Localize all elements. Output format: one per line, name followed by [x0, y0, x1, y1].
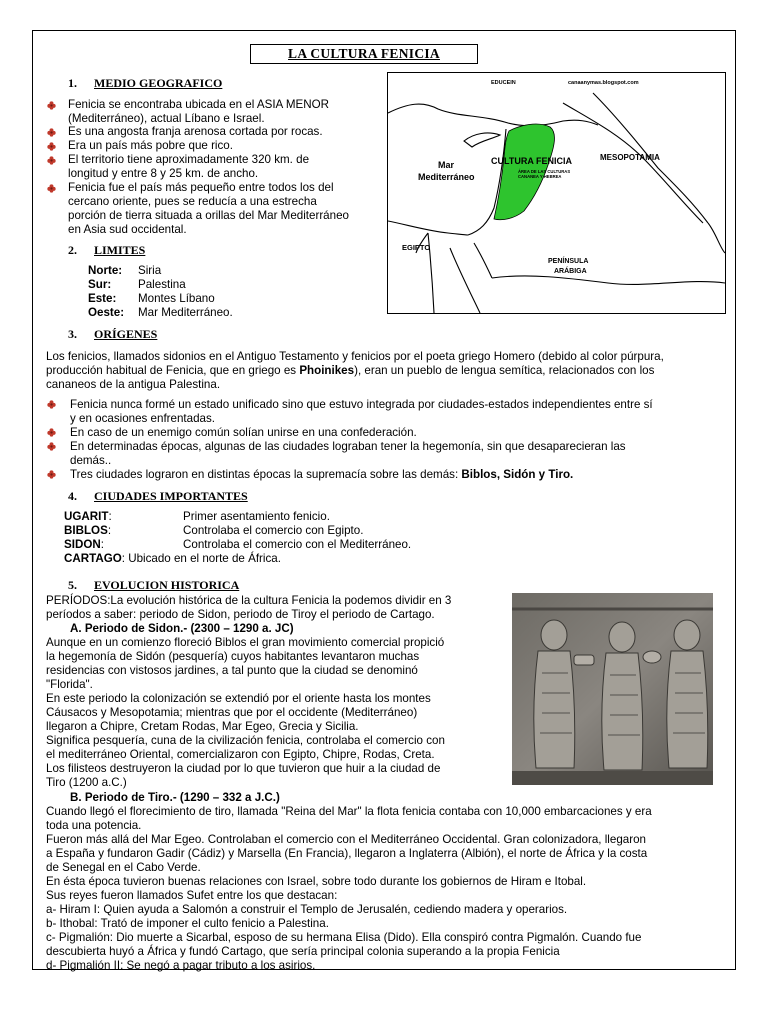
flower-bullet-icon — [47, 128, 56, 137]
origenes-bullet: demás.. — [70, 454, 112, 467]
limit-value: Siria — [138, 264, 162, 277]
city-desc: Controlaba el comercio con el Mediterráneo. — [183, 538, 412, 551]
evolucion-text: el mediterráneo Oriental, comercializaron con Egipto, Chipre, Rodas, Creta. — [46, 748, 435, 761]
origenes-bullet: En determinadas épocas, algunas de las ciudades lograban tener la hegemonía, sin que desaparecieran las — [70, 440, 626, 453]
flower-bullet-icon — [47, 470, 56, 479]
map-label-arabia: ARÁBIGA — [554, 268, 587, 275]
period-heading: B. Periodo de Tiro.- (1290 – 332 a J.C.) — [70, 791, 280, 804]
relief-photo — [512, 593, 713, 785]
origenes-paragraph: cananeos de la antigua Palestina. — [46, 378, 221, 391]
evolucion-text: a España y fundaron Gadir (Cádiz) y Marsella (En Francia), llegaron a Inglaterra (Albión), el norte de África y la costa — [46, 847, 648, 860]
evolucion-text: residencias con vistosos jardines, a tal punto que la ciudad se denominó — [46, 664, 418, 677]
evolucion-text: Cáusacos y Mesopotamia; mientras que por el occidente (Mediterráneo) — [46, 706, 418, 719]
city-sep: : — [107, 524, 112, 537]
evolucion-text: En ésta época tuvieron buenas relaciones con Israel, sobre todo durante los gobiernos de Hiram e Itobal. — [46, 875, 587, 888]
section-label: EVOLUCION HISTORICA — [94, 578, 240, 592]
flower-bullet-icon — [47, 400, 56, 409]
limit-value: Palestina — [138, 278, 186, 291]
city-sep: : — [121, 552, 125, 565]
evolucion-text: Significa pesquería, cuna de la civilización fenicia, controlaba el comercio con — [46, 734, 445, 747]
king-item: descubierta huyó a África y fundó Cartago, que sería principal colonia superando a la propia Fenicia — [46, 945, 560, 958]
section-number: 3. — [68, 327, 77, 341]
city-key: BIBLOS — [64, 524, 108, 537]
city-name — [64, 510, 112, 524]
evolucion-text: PERÍODOS:La evolución histórica de la cultura Fenicia la podemos dividir en 3 — [46, 594, 452, 607]
limit-value: Mar Mediterráneo. — [138, 306, 233, 319]
flower-bullet-icon — [47, 442, 56, 451]
section-label: CIUDADES IMPORTANTES — [94, 489, 248, 503]
city-desc: Primer asentamiento fenicio. — [183, 510, 330, 523]
map-label-sea: Mediterráneo — [418, 172, 475, 182]
origenes-paragraph — [46, 364, 654, 378]
map-label-egipto: EGIPTO — [402, 243, 431, 252]
section-number: 4. — [68, 489, 77, 503]
medio-text: Es una angosta franja arenosa cortada por rocas. — [68, 125, 323, 138]
city-key: CARTAGO — [64, 552, 122, 565]
flower-bullet-icon — [47, 142, 56, 151]
origenes-bullet: En caso de un enemigo común solían unirse en una confederación. — [70, 426, 417, 439]
evolucion-text: Cuando llegó el florecimiento de tiro, llamada "Reina del Mar" la flota fenicia contaba con 10,000 embarcaciones y era — [46, 805, 652, 818]
map-label: EDUCEIN — [491, 80, 516, 86]
map-label-fenicia: CULTURA FENICIA — [491, 156, 572, 166]
period-heading: A. Periodo de Sidon.- (2300 – 1290 a. JC) — [70, 622, 294, 635]
limit-value: Montes Líbano — [138, 292, 215, 305]
medio-text: Era un país más pobre que rico. — [68, 139, 233, 152]
medio-text: Fenicia se encontraba ubicada en el ASIA MENOR — [68, 98, 330, 111]
relief-image — [512, 593, 713, 785]
section-heading-ciudades — [68, 490, 248, 504]
text-run-bold: Biblos, Sidón y Tiro. — [461, 468, 574, 481]
limit-key: Norte: — [88, 264, 123, 277]
city-sep: : — [100, 538, 104, 551]
evolucion-text: "Florida". — [46, 678, 93, 691]
evolucion-text: de Senegal en el Cabo Verde. — [46, 861, 201, 874]
evolucion-text: toda una potencia. — [46, 819, 142, 832]
map-label-sub: ÁREA DE LAS CULTURAS — [518, 169, 571, 174]
section-heading-evolucion — [68, 579, 239, 593]
map-label-sea: Mar — [438, 160, 455, 170]
origenes-paragraph: Los fenicios, llamados sidonios en el Antiguo Testamento y fenicios por el poeta griego Homero (debido al color púrpura, — [46, 350, 664, 363]
text-run: Tres ciudades lograron en distintas épocas la supremacía sobre las demás: — [70, 468, 462, 481]
section-heading-medio — [68, 77, 222, 91]
section-number: 5. — [68, 578, 77, 592]
map-label-arabia: PENÍNSULA — [548, 258, 589, 265]
map-label-sub: CANANEA Y HEBREA — [518, 174, 562, 179]
city-name — [64, 552, 281, 566]
medio-text: cercano oriente, pues se reducía a una estrecha — [68, 195, 317, 208]
text-run-bold: Phoinikes — [299, 364, 355, 377]
city-key: UGARIT — [64, 510, 109, 523]
evolucion-text: períodos a saber: periodo de Sidon, periodo de Tiroy el periodo de Cartago. — [46, 608, 435, 621]
limit-key: Oeste: — [88, 306, 125, 319]
evolucion-text: Los filisteos destruyeron la ciudad por lo que tuvieron que huir a la ciudad de — [46, 762, 441, 775]
evolucion-text: En este periodo la colonización se extendió por el oriente hasta los montes — [46, 692, 431, 705]
city-desc: Controlaba el comercio con Egipto. — [183, 524, 364, 537]
evolucion-text: Sus reyes fueron llamados Sufet entre los que destacan: — [46, 889, 338, 902]
king-item: b- Ithobal: Trató de imponer el culto fenicio a Palestina. — [46, 917, 329, 930]
medio-text: (Mediterráneo), actual Líbano e Israel. — [68, 112, 265, 125]
medio-text: en Asia sud occidental. — [68, 223, 187, 236]
section-label: ORÍGENES — [94, 327, 158, 341]
origenes-bullet: y en ocasiones enfrentadas. — [70, 412, 216, 425]
text-run: producción habitual de Fenicia, que en griego es — [46, 364, 300, 377]
section-label: LIMITES — [94, 243, 146, 257]
section-heading-origenes — [68, 328, 157, 342]
map-drawing — [388, 73, 725, 313]
king-item: d- Pigmalión II: Se negó a pagar tributo a los asirios. — [46, 959, 316, 972]
origenes-bullet — [70, 468, 573, 482]
document-title: LA CULTURA FENICIA — [250, 44, 478, 64]
origenes-bullet: Fenicia nunca formé un estado unificado sino que estuvo integrada por ciudades-estados independientes entre sí — [70, 398, 653, 411]
medio-text: porción de tierra situada a orillas del Mar Mediterráneo — [68, 209, 349, 222]
section-heading-limites — [68, 244, 145, 258]
king-item: c- Pigmalión: Dio muerte a Sicarbal, esposo de su hermana Elisa (Dido). Ella conspiró contra Pigmalón. Cuando fue — [46, 931, 642, 944]
map-phoenicia — [387, 72, 726, 314]
limit-key: Sur: — [88, 278, 112, 291]
city-name — [64, 524, 111, 538]
text-run: ), eran un pueblo de lengua semítica, relacionados con los — [354, 364, 655, 377]
evolucion-text: Fueron más allá del Mar Egeo. Controlaban el comercio con el Mediterráneo Occidental. Gran colonizadora, llegaron — [46, 833, 646, 846]
limit-key: Este: — [88, 292, 117, 305]
city-name — [64, 538, 104, 552]
city-desc: Ubicado en el norte de África. — [124, 552, 281, 565]
medio-text: Fenicia fue el país más pequeño entre todos los del — [68, 181, 334, 194]
medio-text: El territorio tiene aproximadamente 320 km. de — [68, 153, 310, 166]
medio-text: longitud y entre 8 y 25 km. de ancho. — [68, 167, 259, 180]
king-item: a- Hiram I: Quien ayuda a Salomón a construir el Templo de Jerusalén, cediendo madera y operarios. — [46, 903, 568, 916]
flower-bullet-icon — [47, 428, 56, 437]
evolucion-text: Aunque en un comienzo floreció Biblos el gran movimiento comercial propició — [46, 636, 445, 649]
evolucion-text: Tiro (1200 a.C.) — [46, 776, 127, 789]
city-key: SIDON — [64, 538, 101, 551]
map-label-meso: MESOPOTAMIA — [600, 153, 660, 162]
section-number: 2. — [68, 243, 77, 257]
map-label: canaanymas.blogspot.com — [568, 80, 639, 86]
flower-bullet-icon — [47, 184, 56, 193]
city-sep: : — [108, 510, 112, 523]
flower-bullet-icon — [47, 101, 56, 110]
evolucion-text: la hegemonía de Sidón (pesquería) cuyos habitantes levantaron muchas — [46, 650, 420, 663]
section-number: 1. — [68, 76, 77, 90]
flower-bullet-icon — [47, 156, 56, 165]
section-label: MEDIO GEOGRAFICO — [94, 76, 223, 90]
evolucion-text: llegaron a Chipre, Cretam Rodas, Mar Egeo, Grecia y Sicilia. — [46, 720, 359, 733]
